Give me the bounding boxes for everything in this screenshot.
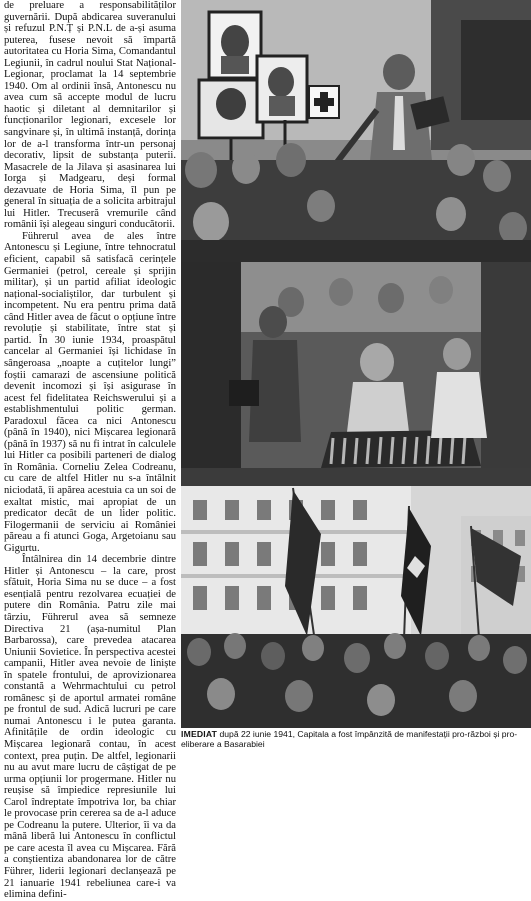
article-paragraph: de preluare a responsabilităților guvernării. După abdicarea suveranului și refuzul P.N.Ț și P.N.L de a-și asuma puterea, fusese nevoit să împartă autoritatea cu Horia Sima, Comandantul Legiunii, în cadrul noului Stat Național-Legionar, proclamat la 14 septembrie 1940. Om al ordinii însă, Antonescu nu avea cum să accepte modul de lucru haotic și diletant al demnitarilor și funcționarilor legionari, excesele lor sangvinare și, în ultimă instanță, dorința lor de a-l transforma într-un personaj decorativ, lipsit de substanța puterii. Masacrele de la Jilava și asasinarea lui Iorga și Madgearu, deși formal dezavuate de Horia Sima, îl pun pe general în situația de a solicita arbitrajul lui Hitler. Trecuseră vremurile când românii își alegeau singuri conducătorii.: [4, 0, 176, 231]
photo-rally-speaker: [181, 0, 531, 262]
rally-speaker-image: [181, 0, 531, 262]
article-paragraph: Führerul avea de ales între Antonescu și Legiune, între tehnocratul eficient, capabil să satisfacă cerințele Germaniei (petrol, cereale și sprijin militar), și un partid afiliat ideologic național-socialiștilor, dar turbulent și incompetent. Nu era pentru prima dată când Hitler avea de făcut o opțiune între revoluție și stabilitate, între stat și partid. În 30 iunie 1934, proaspătul cancelar al Germaniei își lichidase în sângeroasa „noapte a cuțitelor lungi” foștii camarazi de ascensiune politică devenit incomozi și își asigurase în acest fel fidelitatea Reichswerului și a establishmentului politic german. Paradoxul făcea ca nici Antonescu (până în 1940), nici Mișcarea legionară (până în 1937) să nu fi intrat în calculele lui Hitler ca posibili parteneri de dialog în România. Corneliu Zelea Codreanu, cu care de altfel Hitler nu s-a întâlnit niciodată, îi apărea acestuia ca un soi de exaltat mistic, mai apropiat de un predicator decât de un lider politic. Filogermanii de serviciu ai României păreau a fi atunci Goga, Argetoianu sau Gigurtu.: [4, 230, 176, 554]
article-text-column: [4, 0, 176, 901]
article-paragraph: Întâlnirea din 14 decembrie dintre Hitler și Antonescu – la care, prost sfătuit, Horia Sima nu se duce – a fost esențială pentru rezolvarea ecuației de putere din România. Patru zile mai târziu, Führerul avea să semneze Directiva 21 (așa-numitul Plan Barbarossa), care prevedea atacarea Uniunii Sovietice. În perspectiva acestei campanii, Hitler avea nevoie de liniște în spatele frontului, de aprovizionarea constantă a Wehrmachtului cu petrol românesc și de aportul armatei române pe frontul de sud. Adică lucruri pe care numai Antonescu i le putea garanta. Afinitățile de ordin ideologic cu Mișcarea legionară contau, în acest context, prea puțin. De altfel, legionarii nu au avut mare lucru de câștigat de pe urma opțiunii lor progermane. Hitler nu reușise să împiedice represiunile lui Carol îndreptate împotriva lor, ba chiar le provocase prin cererea sa de a-l aduce pe Codreanu la putere. Ulterior, îi va da mână liberă lui Antonescu în conflictul pe care acesta îl avea cu Mișcarea. Fără a conștientiza abandonarea lor de către Führer, liderii legionari declanșează pe 21 ianuarie 1941 rebeliunea care-i va elimina defini-: [4, 554, 176, 901]
caption-lead: IMEDIAT: [181, 729, 218, 739]
photo-caption: [181, 729, 531, 750]
photo-column: [181, 0, 531, 750]
photo-street-demonstration: [181, 486, 531, 728]
street-demonstration-image: [181, 486, 531, 728]
photo-boy-xylophone: [181, 262, 531, 486]
caption-text: după 22 iunie 1941, Capitala a fost împânzită de manifestații pro-război și pro-eliberare a Basarabiei: [181, 729, 518, 749]
boy-xylophone-image: [181, 262, 531, 486]
